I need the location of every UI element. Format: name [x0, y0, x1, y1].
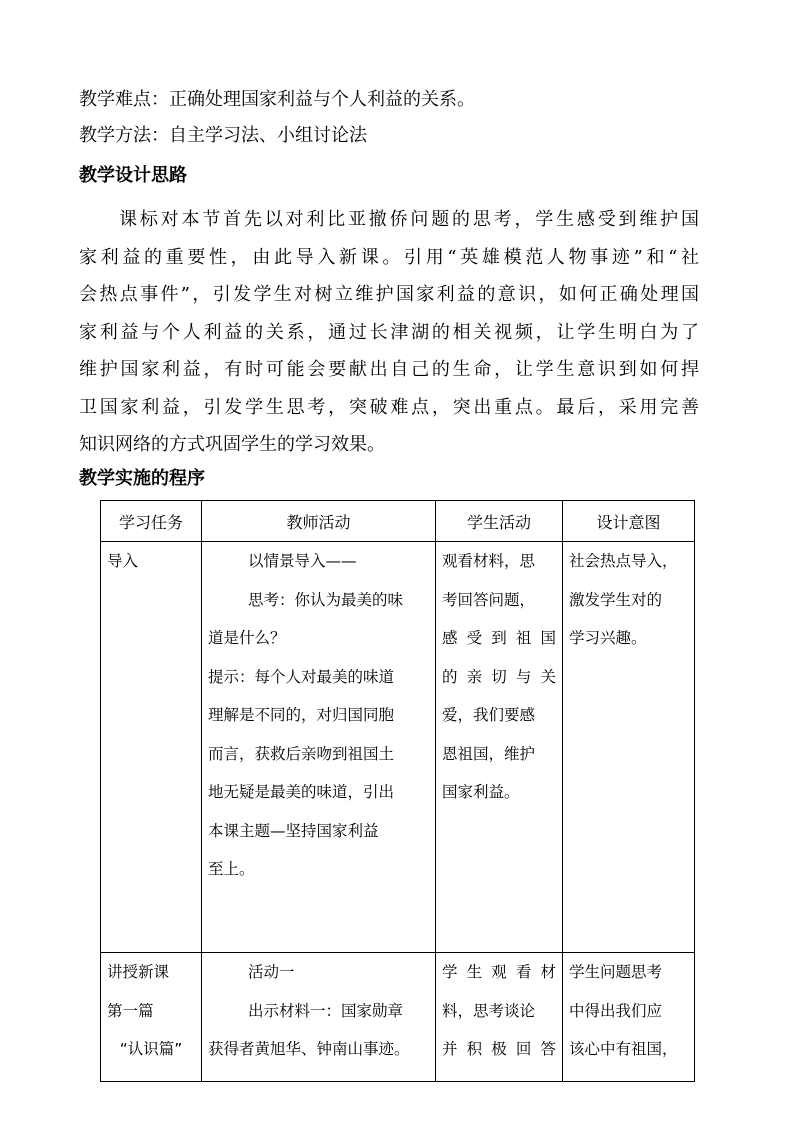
cell-teacher	[202, 542, 436, 953]
cell-line: 学习兴趣。	[569, 629, 647, 647]
cell-line: 获得者黄旭华、钟南山事迹。	[208, 1040, 410, 1058]
paragraph-line: 卫国家利益，引发学生思考，突破难点，突出重点。最后，采用完善	[79, 396, 699, 418]
cell-task	[101, 953, 202, 1082]
cell-line: 提示：每个人对最美的味道	[208, 667, 395, 686]
cell-line: 感受到祖国	[442, 629, 556, 647]
header-intent: 设计意图	[563, 501, 695, 542]
paragraph-line: 课标对本节首先以对利比亚撤侨问题的思考，学生感受到维护国	[119, 209, 699, 230]
table-row	[101, 953, 695, 1082]
cell-line: 并积极回答	[442, 1040, 556, 1058]
cell-line: 该心中有祖国，	[569, 1040, 678, 1058]
cell-line: 考回答问题，	[442, 590, 536, 609]
teaching-method-line: 教学方法：自主学习法、小组讨论法	[79, 125, 367, 146]
cell-line: 第一篇	[107, 1001, 154, 1020]
cell-line: 出示材料一：国家勋章	[248, 1001, 404, 1020]
cell-intent	[563, 953, 695, 1082]
cell-line: 观看材料，思	[442, 552, 536, 570]
procedure-heading: 教学实施的程序	[79, 468, 205, 489]
design-heading: 教学设计思路	[79, 165, 187, 186]
cell-line: 活动一	[248, 963, 295, 981]
design-paragraph	[79, 201, 699, 464]
teaching-difficulty-line: 教学难点：正确处理国家利益与个人利益的关系。	[79, 89, 475, 110]
cell-line: 爱，我们要感	[442, 706, 536, 724]
paragraph-line: 维护国家利益，有时可能会要献出自己的生命，让学生意识到如何捍	[79, 359, 699, 380]
cell-teacher	[202, 953, 436, 1082]
cell-line: 而言，获救后亲吻到祖国土	[208, 744, 395, 763]
cell-line: 导入	[107, 552, 139, 570]
cell-line: 理解是不同的，对归国同胞	[208, 706, 395, 724]
paragraph-line: 知识网络的方式巩固学生的学习效果。	[79, 434, 385, 455]
cell-line: 恩祖国，维护	[442, 744, 536, 763]
paragraph-line: 家利益的重要性，由此导入新课。引用“英雄模范人物事迹”和“社	[79, 246, 699, 268]
cell-line: 中得出我们应	[569, 1001, 663, 1020]
paragraph-line: 家利益与个人利益的关系，通过长津湖的相关视频，让学生明白为了	[79, 321, 699, 343]
cell-line: 的亲切与关	[442, 667, 556, 686]
cell-line: 学生观看材	[442, 963, 556, 981]
table-header-row	[101, 501, 695, 542]
cell-line: 至上。	[208, 860, 255, 878]
cell-line: 道是什么？	[208, 629, 286, 647]
cell-line: 学生问题思考	[569, 963, 663, 981]
procedure-table	[100, 500, 695, 1082]
cell-line: 国家利益。	[442, 783, 520, 801]
paragraph-line: 会热点事件”，引发学生对树立维护国家利益的意识，如何正确处理国	[79, 284, 699, 305]
cell-student	[436, 542, 563, 953]
cell-task	[101, 542, 202, 953]
cell-line: 以情景导入——	[248, 552, 357, 570]
cell-line: 思考：你认为最美的味	[248, 590, 404, 609]
cell-line: 激发学生对的	[569, 590, 663, 609]
header-student: 学生活动	[436, 501, 563, 542]
header-teacher: 教师活动	[202, 501, 436, 542]
cell-line: 讲授新课	[107, 963, 170, 981]
cell-intent	[563, 542, 695, 953]
cell-student	[436, 953, 563, 1082]
cell-line: 料，思考谈论	[442, 1001, 536, 1020]
cell-line: “认识篇”	[119, 1040, 183, 1058]
cell-line: 地无疑是最美的味道，引出	[208, 783, 395, 801]
cell-line: 本课主题—坚持国家利益	[208, 821, 379, 840]
header-task: 学习任务	[101, 501, 202, 542]
cell-line: 社会热点导入，	[569, 552, 678, 570]
table-row	[101, 542, 695, 953]
